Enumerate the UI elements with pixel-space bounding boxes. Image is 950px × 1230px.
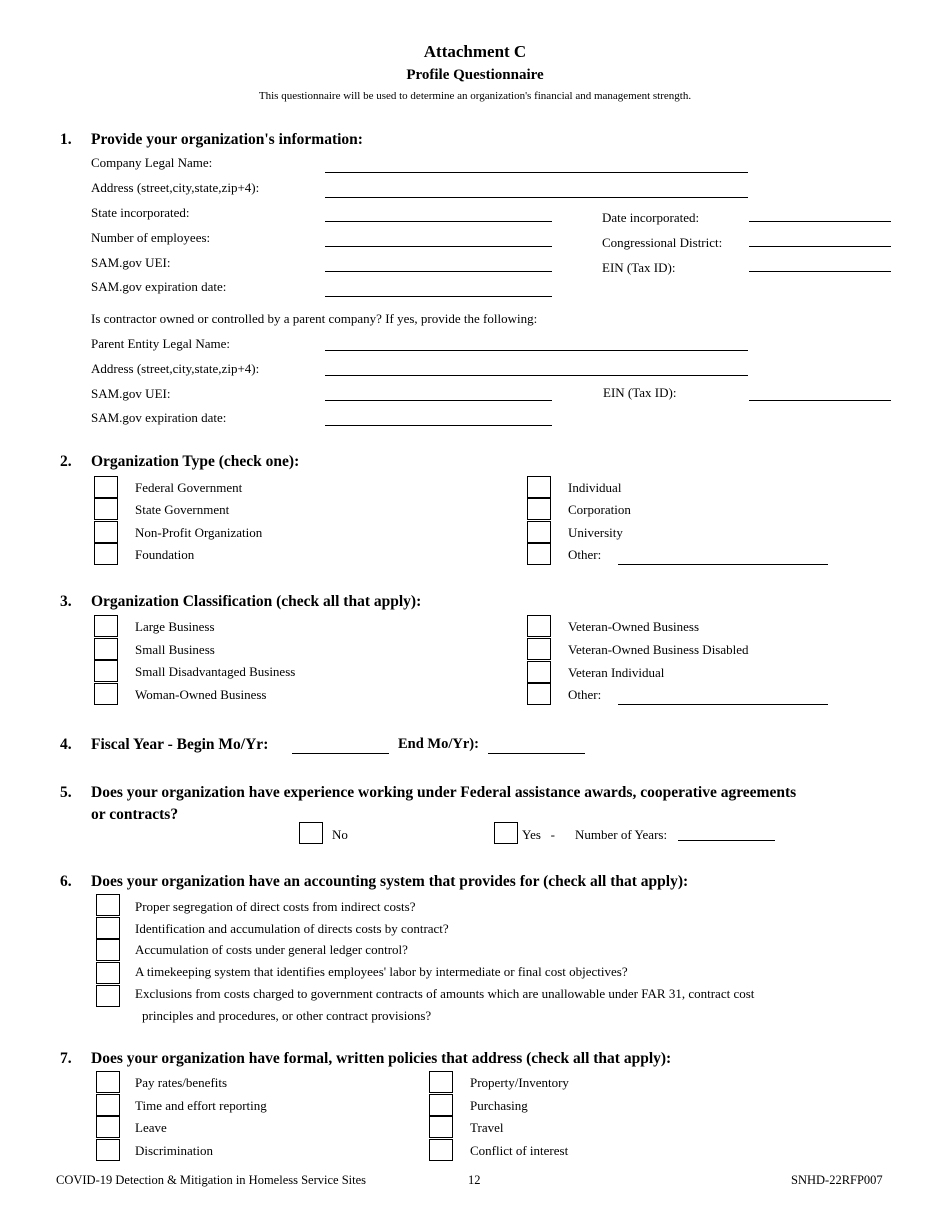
checkbox-other-class[interactable]: [527, 683, 551, 705]
years-label: Number of Years:: [575, 827, 668, 842]
q7-heading: Does your organization have formal, written policies that address (check all that apply):: [91, 1050, 672, 1067]
policy-conflict: Conflict of interest: [470, 1143, 569, 1158]
option-small-disadvantaged: Small Disadvantaged Business: [135, 664, 296, 679]
q6-number: 6.: [60, 873, 72, 890]
checkbox-experience-no[interactable]: [299, 822, 323, 844]
checkbox-time-effort[interactable]: [96, 1094, 120, 1116]
checkbox-timekeeping[interactable]: [96, 962, 120, 984]
parent-sam-expiration-field[interactable]: [325, 425, 552, 426]
fiscal-end-field[interactable]: [488, 753, 585, 754]
policy-purchasing: Purchasing: [470, 1098, 528, 1113]
item-timekeeping: A timekeeping system that identifies employees' labor by intermediate or final cost objectives?: [135, 964, 628, 979]
policy-discrimination: Discrimination: [135, 1143, 213, 1158]
q2-heading: Organization Type (check one):: [91, 453, 300, 470]
policy-property: Property/Inventory: [470, 1075, 569, 1090]
fiscal-end-label: End Mo/Yr):: [398, 736, 479, 752]
checkbox-foundation[interactable]: [94, 543, 118, 565]
checkbox-travel[interactable]: [429, 1116, 453, 1138]
q1-number: 1.: [60, 131, 72, 148]
item-exclusions-continued: principles and procedures, or other contract provisions?: [142, 1008, 432, 1023]
checkbox-segregation[interactable]: [96, 894, 120, 916]
option-experience-yes: Yes -: [522, 827, 555, 842]
parent-address-field[interactable]: [325, 375, 748, 376]
option-experience-no: No: [332, 827, 348, 842]
ein-field[interactable]: [749, 271, 891, 272]
congressional-district-label: Congressional District:: [602, 235, 723, 250]
option-veteran-owned: Veteran-Owned Business: [568, 619, 700, 634]
checkbox-non-profit[interactable]: [94, 521, 118, 543]
q6-heading: Does your organization have an accounting system that provides for (check all that apply):: [91, 873, 689, 890]
option-federal-government: Federal Government: [135, 480, 243, 495]
checkbox-veteran-owned-disabled[interactable]: [527, 638, 551, 660]
parent-ein-label: EIN (Tax ID):: [603, 385, 677, 400]
other-class-field[interactable]: [618, 704, 828, 705]
checkbox-exclusions[interactable]: [96, 985, 120, 1007]
checkbox-leave[interactable]: [96, 1116, 120, 1138]
date-incorporated-field[interactable]: [749, 221, 891, 222]
checkbox-other-type[interactable]: [527, 543, 551, 565]
checkbox-identification[interactable]: [96, 917, 120, 939]
checkbox-federal-government[interactable]: [94, 476, 118, 498]
other-type-field[interactable]: [618, 564, 828, 565]
company-legal-name-label: Company Legal Name:: [91, 155, 213, 170]
option-non-profit: Non-Profit Organization: [135, 525, 263, 540]
num-employees-label: Number of employees:: [91, 230, 211, 245]
checkbox-veteran-individual[interactable]: [527, 661, 551, 683]
fiscal-begin-label: Fiscal Year - Begin Mo/Yr:: [91, 736, 269, 753]
congressional-district-field[interactable]: [749, 246, 891, 247]
item-accumulation: Accumulation of costs under general ledger control?: [135, 942, 408, 957]
option-corporation: Corporation: [568, 502, 631, 517]
checkbox-property[interactable]: [429, 1071, 453, 1093]
date-incorporated-label: Date incorporated:: [602, 210, 700, 225]
sam-expiration-field[interactable]: [325, 296, 552, 297]
option-other-type: Other:: [568, 547, 602, 562]
address-label: Address (street,city,state,zip+4):: [91, 180, 260, 195]
sam-expiration-label: SAM.gov expiration date:: [91, 279, 227, 294]
page-subtitle: Profile Questionnaire: [406, 67, 544, 83]
checkbox-state-government[interactable]: [94, 498, 118, 520]
page-number: 12: [468, 1173, 481, 1187]
option-foundation: Foundation: [135, 547, 195, 562]
checkbox-discrimination[interactable]: [96, 1139, 120, 1161]
parent-ein-field[interactable]: [749, 400, 891, 401]
item-segregation: Proper segregation of direct costs from indirect costs?: [135, 899, 416, 914]
option-veteran-individual: Veteran Individual: [568, 665, 665, 680]
intro-text: This questionnaire will be used to determine an organization's financial and management strength.: [258, 90, 692, 102]
parent-name-label: Parent Entity Legal Name:: [91, 336, 230, 351]
q5-heading-line2: or contracts?: [91, 806, 179, 823]
address-field[interactable]: [325, 197, 748, 198]
item-exclusions: Exclusions from costs charged to government contracts of amounts which are unallowable under FAR 31, contract cost: [135, 986, 755, 1001]
checkbox-accumulation[interactable]: [96, 939, 120, 961]
checkbox-woman-owned[interactable]: [94, 683, 118, 705]
sam-uei-label: SAM.gov UEI:: [91, 255, 171, 270]
parent-name-field[interactable]: [325, 350, 748, 351]
policy-leave: Leave: [135, 1120, 167, 1135]
option-university: University: [568, 525, 623, 540]
q3-number: 3.: [60, 593, 72, 610]
years-field[interactable]: [678, 840, 775, 841]
checkbox-experience-yes[interactable]: [494, 822, 518, 844]
state-incorporated-label: State incorporated:: [91, 205, 190, 220]
checkbox-conflict[interactable]: [429, 1139, 453, 1161]
footer-title: COVID-19 Detection & Mitigation in Homeless Service Sites: [56, 1173, 367, 1187]
option-veteran-owned-disabled: Veteran-Owned Business Disabled: [568, 642, 749, 657]
parent-sam-expiration-label: SAM.gov expiration date:: [91, 410, 227, 425]
parent-sam-uei-label: SAM.gov UEI:: [91, 386, 171, 401]
checkbox-large-business[interactable]: [94, 615, 118, 637]
checkbox-university[interactable]: [527, 521, 551, 543]
option-state-government: State Government: [135, 502, 230, 517]
parent-sam-uei-field[interactable]: [325, 400, 552, 401]
num-employees-field[interactable]: [325, 246, 552, 247]
parent-question: Is contractor owned or controlled by a parent company? If yes, provide the following:: [91, 311, 538, 326]
q1-heading: Provide your organization's information:: [91, 131, 363, 148]
option-other-class: Other:: [568, 687, 602, 702]
fiscal-begin-field[interactable]: [292, 753, 389, 754]
q5-number: 5.: [60, 784, 72, 801]
footer-rfp-number: SNHD-22RFP007: [791, 1173, 883, 1187]
policy-pay-rates: Pay rates/benefits: [135, 1075, 228, 1090]
q3-heading: Organization Classification (check all that apply):: [91, 593, 422, 610]
parent-address-label: Address (street,city,state,zip+4):: [91, 361, 260, 376]
q7-number: 7.: [60, 1050, 72, 1067]
checkbox-corporation[interactable]: [527, 498, 551, 520]
checkbox-small-business[interactable]: [94, 638, 118, 660]
state-incorporated-field[interactable]: [325, 221, 552, 222]
company-legal-name-field[interactable]: [325, 172, 748, 173]
option-small-business: Small Business: [135, 642, 215, 657]
checkbox-veteran-owned[interactable]: [527, 615, 551, 637]
checkbox-individual[interactable]: [527, 476, 551, 498]
option-individual: Individual: [568, 480, 622, 495]
item-identification: Identification and accumulation of directs costs by contract?: [135, 921, 449, 936]
policy-time-effort: Time and effort reporting: [135, 1098, 267, 1113]
sam-uei-field[interactable]: [325, 271, 552, 272]
option-woman-owned: Woman-Owned Business: [135, 687, 267, 702]
option-large-business: Large Business: [135, 619, 215, 634]
q2-number: 2.: [60, 453, 72, 470]
checkbox-pay-rates[interactable]: [96, 1071, 120, 1093]
q4-number: 4.: [60, 736, 72, 753]
q5-heading-line1: Does your organization have experience working under Federal assistance awards, cooperative agreements: [91, 784, 797, 801]
checkbox-purchasing[interactable]: [429, 1094, 453, 1116]
page-title: Attachment C: [423, 42, 527, 61]
policy-travel: Travel: [470, 1120, 504, 1135]
checkbox-small-disadvantaged[interactable]: [94, 660, 118, 682]
ein-label: EIN (Tax ID):: [602, 260, 676, 275]
